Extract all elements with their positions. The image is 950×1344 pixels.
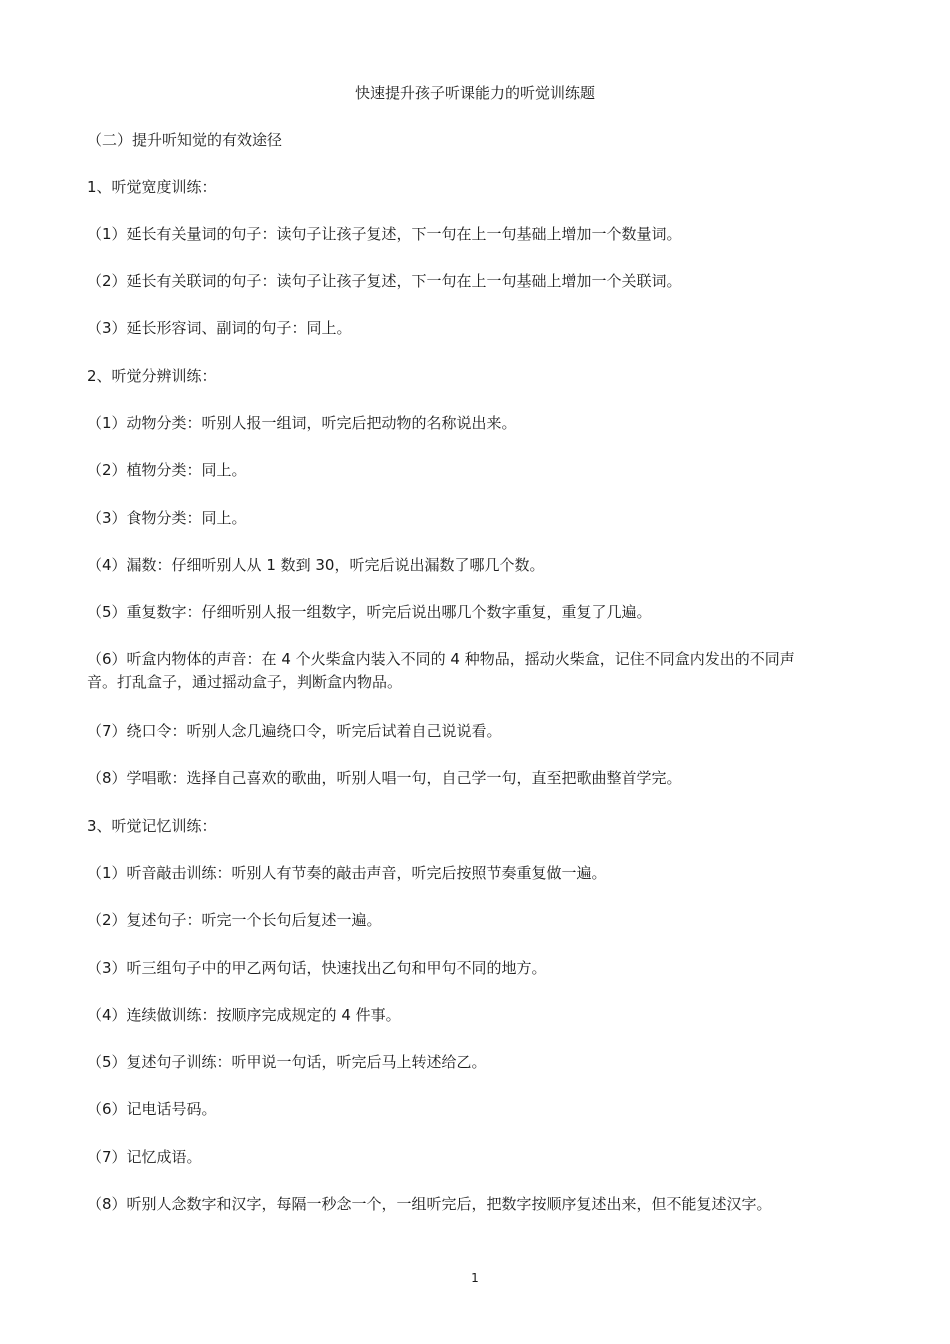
list-item: （8）听别人念数字和汉字，每隔一秒念一个，一组听完后，把数字按顺序复述出来，但不能复述汉字。 [87, 1195, 772, 1213]
list-item [87, 648, 877, 694]
list-item: （2）复述句子：听完一个长句后复述一遍。 [87, 911, 382, 929]
list-item: （8）学唱歌：选择自己喜欢的歌曲，听别人唱一句，自己学一句，直至把歌曲整首学完。 [87, 769, 682, 787]
list-item-line: 音。打乱盒子，通过摇动盒子，判断盒内物品。 [87, 673, 403, 691]
list-item: （7）绕口令：听别人念几遍绕口令，听完后试着自己说说看。 [87, 722, 502, 740]
list-item: （7）记忆成语。 [87, 1148, 202, 1166]
heading-hearing-breadth: 1、听觉宽度训练： [87, 178, 217, 196]
list-item: （3）听三组句子中的甲乙两句话，快速找出乙句和甲句不同的地方。 [87, 959, 547, 977]
list-item: （4）连续做训练：按顺序完成规定的 4 件事。 [87, 1006, 401, 1024]
heading-hearing-memory: 3、听觉记忆训练： [87, 817, 217, 835]
list-item-line: （6）听盒内物体的声音：在 4 个火柴盒内装入不同的 4 种物品，摇动火柴盒，记住不同盒内发出的不同声 [87, 650, 795, 668]
list-item: （2）延长有关联词的句子：读句子让孩子复述，下一句在上一句基础上增加一个关联词。 [87, 272, 682, 290]
list-item: （3）延长形容词、副词的句子：同上。 [87, 319, 352, 337]
list-item: （1）延长有关量词的句子：读句子让孩子复述，下一句在上一句基础上增加一个数量词。 [87, 225, 682, 243]
list-item: （4）漏数：仔细听别人从 1 数到 30，听完后说出漏数了哪几个数。 [87, 556, 545, 574]
list-item: （5）复述句子训练：听甲说一句话，听完后马上转述给乙。 [87, 1053, 487, 1071]
list-item: （1）动物分类：听别人报一组词，听完后把动物的名称说出来。 [87, 414, 517, 432]
list-item: （2）植物分类：同上。 [87, 461, 247, 479]
section-heading: （二）提升听知觉的有效途径 [87, 131, 283, 149]
list-item: （1）听音敲击训练：听别人有节奏的敲击声音，听完后按照节奏重复做一遍。 [87, 864, 607, 882]
page-number: 1 [471, 1271, 479, 1285]
list-item: （5）重复数字：仔细听别人报一组数字，听完后说出哪几个数字重复，重复了几遍。 [87, 603, 652, 621]
list-item: （6）记电话号码。 [87, 1100, 217, 1118]
list-item: （3）食物分类：同上。 [87, 509, 247, 527]
heading-hearing-discrimination: 2、听觉分辨训练： [87, 367, 217, 385]
document-title: 快速提升孩子听课能力的听觉训练题 [354, 84, 595, 102]
